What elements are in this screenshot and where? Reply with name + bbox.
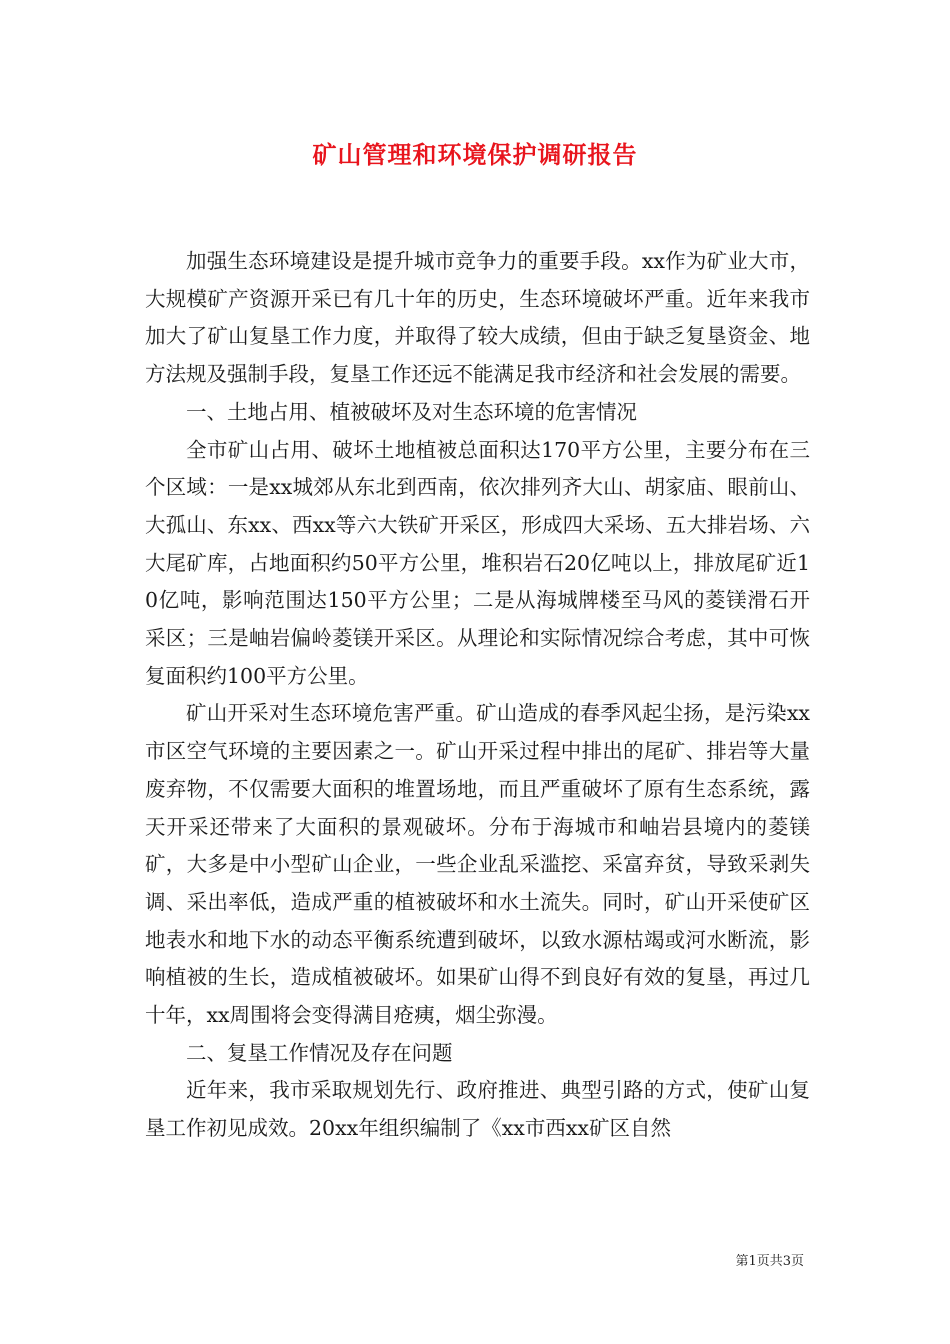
document-title: 矿山管理和环境保护调研报告 bbox=[312, 140, 638, 169]
paragraph-land-occupation: 全市矿山占用、破坏土地植被总面积达170平方公里，主要分布在三个区域：一是xx城郊从东北到西南，依次排列齐大山、胡家庙、眼前山、大孤山、东xx、西xx等六大铁矿开采区，形成四大采场、五大排岩场、六大尾矿库，占地面积约50平方公里，堆积岩石20亿吨以上，排放尾矿近10亿吨，影响范围达150平方公里；二是从海城牌楼至马风的菱镁滑石开采区；三是岫岩偏岭菱镁开采区。从理论和实际情况综合考虑，其中可恢复面积约100平方公里。 bbox=[145, 437, 810, 688]
section-heading-1: 一、土地占用、植被破坏及对生态环境的危害情况 bbox=[186, 399, 637, 424]
section-heading-2: 二、复垦工作情况及存在问题 bbox=[186, 1040, 453, 1065]
paragraph-environmental-harm: 矿山开采对生态环境危害严重。矿山造成的春季风起尘扬，是污染xx市区空气环境的主要因素之一。矿山开采过程中排出的尾矿、排岩等大量废弃物，不仅需要大面积的堆置场地，而且严重破坏了原有生态系统，露天开采还带来了大面积的景观破坏。分布于海城市和岫岩县境内的菱镁矿，大多是中小型矿山企业，一些企业乱采滥挖、采富弃贫，导致采剥失调、采出率低，造成严重的植被破坏和水土流失。同时，矿山开采使矿区地表水和地下水的动态平衡系统遭到破坏，以致水源枯竭或河水断流，影响植被的生长，造成植被破坏。如果矿山得不到良好有效的复垦，再过几十年，xx周围将会变得满目疮痍，烟尘弥漫。 bbox=[145, 701, 810, 1028]
paragraph-reclamation: 近年来，我市采取规划先行、政府推进、典型引路的方式，使矿山复垦工作初见成效。20xx年组织编制了《xx市西xx矿区自然 bbox=[145, 1078, 810, 1141]
document-body bbox=[145, 243, 810, 1148]
page-number: 第1页共3页 bbox=[735, 1254, 804, 1269]
paragraph-intro: 加强生态环境建设是提升城市竞争力的重要手段。xx作为矿业大市，大规模矿产资源开采已有几十年的历史，生态环境破坏严重。近年来我市加大了矿山复垦工作力度，并取得了较大成绩，但由于缺乏复垦资金、地方法规及强制手段，复垦工作还远不能满足我市经济和社会发展的需要。 bbox=[145, 249, 810, 387]
